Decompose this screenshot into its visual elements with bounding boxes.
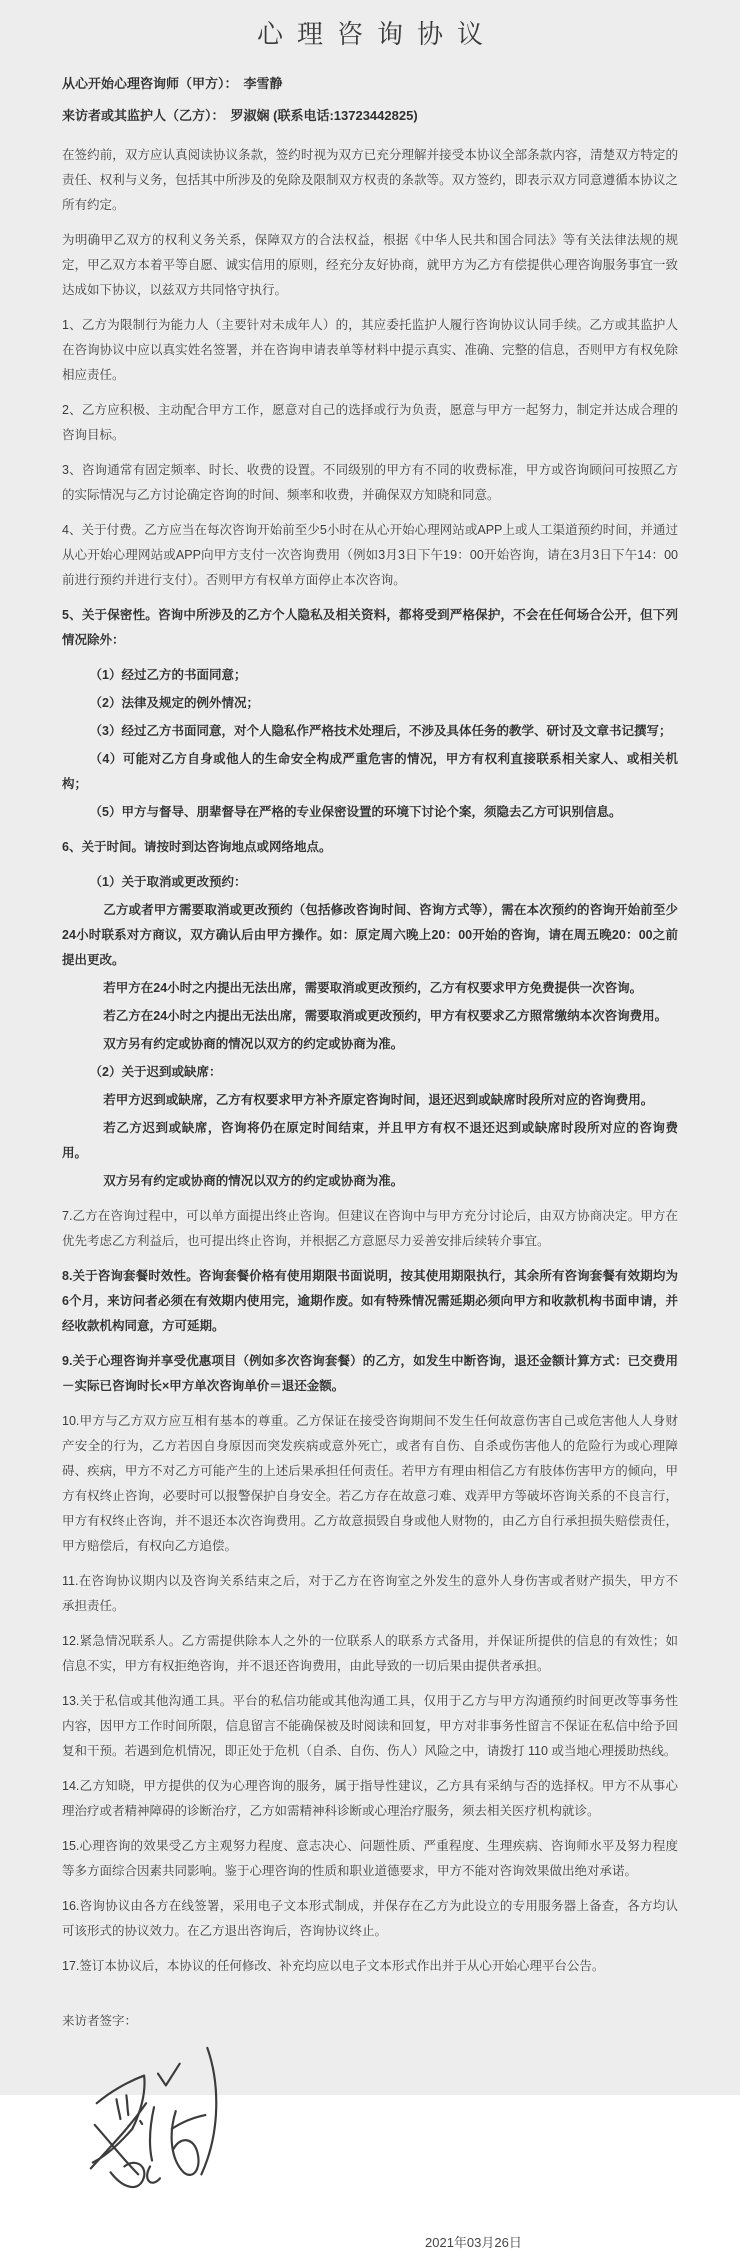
clause-paragraph: 7.乙方在咨询过程中，可以单方面提出终止咨询。但建议在咨询中与甲方充分讨论后，由双方协商决定。甲方在优先考虑乙方利益后，也可提出终止咨询，并根据乙方意愿尽力妥善安排后续转介事宜。 bbox=[62, 1209, 678, 1248]
party-label: 来访者或其监护人（乙方）： bbox=[62, 108, 225, 123]
clause-paragraph: （2）法律及规定的例外情况； bbox=[89, 696, 259, 710]
clause-paragraph: 双方另有约定或协商的情况以双方的约定或协商为准。 bbox=[103, 1037, 404, 1051]
party-line-visitor bbox=[62, 103, 678, 129]
clause-paragraph: 17.签订本协议后，本协议的任何修改、补充均应以电子文本形式作出并于从心开始心理平台公告。 bbox=[62, 1959, 605, 1973]
signing-date: 2021年03月26日 bbox=[425, 2235, 522, 2250]
clause-paragraph: （1）关于取消或更改预约： bbox=[89, 875, 247, 889]
party-value: 李雪静 bbox=[243, 76, 283, 91]
visitor-handwritten-signature bbox=[80, 2042, 230, 2200]
clause-paragraph: 乙方或者甲方需要取消或更改预约（包括修改咨询时间、咨询方式等），需在本次预约的咨询开始前至少24小时联系对方商议，双方确认后由甲方操作。如：原定周六晚上20：00开始的咨询，请在周五晚20：00之前提出更改。 bbox=[62, 903, 678, 967]
clause-paragraph: 若甲方迟到或缺席，乙方有权要求甲方补齐原定咨询时间，退还迟到或缺席时段所对应的咨询费用。 bbox=[103, 1093, 654, 1107]
clause-paragraph: 6、关于时间。请按时到达咨询地点或网络地点。 bbox=[62, 840, 332, 854]
clause-paragraph: 13.关于私信或其他沟通工具。平台的私信功能或其他沟通工具，仅用于乙方与甲方沟通预约时间更改等事务性内容，因甲方工作时间所限，信息留言不能确保被及时阅读和回复，甲方对非事务性留言不保证在私信中给予回复和干预。若遇到危机情况，即正处于危机（自杀、自伤、伤人）风险之中，请拨打 110 或当地心理援助热线。 bbox=[62, 1694, 678, 1758]
clause-paragraph: 2、乙方应积极、主动配合甲方工作，愿意对自己的选择或行为负责，愿意与甲方一起努力，制定并达成合理的咨询目标。 bbox=[62, 403, 678, 442]
party-line-counselor bbox=[62, 71, 678, 97]
clause-paragraph: （4）可能对乙方自身或他人的生命安全构成严重危害的情况，甲方有权利直接联系相关家人、或相关机构； bbox=[62, 752, 678, 791]
clause-paragraph: 12.紧急情况联系人。乙方需提供除本人之外的一位联系人的联系方式备用，并保证所提供的信息的有效性；如信息不实，甲方有权拒绝咨询，并不退还咨询费用，由此导致的一切后果由提供者承担。 bbox=[62, 1634, 678, 1673]
party-value: 罗淑娴 (联系电话:13723442825) bbox=[230, 108, 418, 123]
clause-paragraph: 14.乙方知晓，甲方提供的仅为心理咨询的服务，属于指导性建议，乙方具有采纳与否的选择权。甲方不从事心理治疗或者精神障碍的诊断治疗，乙方如需精神科诊断或心理治疗服务，须去相关医疗机构就诊。 bbox=[62, 1779, 678, 1818]
visitor-signature-label: 来访者签字： bbox=[62, 2014, 138, 2028]
party-label: 从心开始心理咨询师（甲方）： bbox=[62, 76, 238, 91]
clause-paragraph: 16.咨询协议由各方在线签署，采用电子文本形式制成，并保存在乙方为此设立的专用服务器上备查，各方均认可该形式的协议效力。在乙方退出咨询后，咨询协议终止。 bbox=[62, 1899, 678, 1938]
clause-paragraph: 5、关于保密性。咨询中所涉及的乙方个人隐私及相关资料，都将受到严格保护，不会在任何场合公开，但下列情况除外： bbox=[62, 608, 678, 647]
clause-paragraph: 双方另有约定或协商的情况以双方的约定或协商为准。 bbox=[103, 1174, 404, 1188]
clause-paragraph: （3）经过乙方书面同意，对个人隐私作严格技术处理后，不涉及具体任务的教学、研讨及文章书记撰写； bbox=[89, 724, 672, 738]
page-title: 心理咨询协议 bbox=[256, 19, 497, 49]
agreement-body bbox=[62, 143, 678, 1979]
clause-paragraph: 在签约前，双方应认真阅读协议条款，签约时视为双方已充分理解并接受本协议全部条款内容，清楚双方特定的责任、权利与义务，包括其中所涉及的免除及限制双方权责的条款等。双方签约，即表示双方同意遵循本协议之所有约定。 bbox=[62, 148, 678, 212]
clause-paragraph: 8.关于咨询套餐时效性。咨询套餐价格有使用期限书面说明，按其使用期限执行，其余所有咨询套餐有效期均为6个月，来访问者必须在有效期内使用完，逾期作废。如有特殊情况需延期必须向甲方和收款机构书面申请，并经收款机构同意，方可延期。 bbox=[62, 1269, 678, 1333]
clause-paragraph: 11.在咨询协议期内以及咨询关系结束之后，对于乙方在咨询室之外发生的意外人身伤害或者财产损失，甲方不承担责任。 bbox=[62, 1574, 678, 1613]
clause-paragraph: 4、关于付费。乙方应当在每次咨询开始前至少5小时在从心开始心理网站或APP上或人工渠道预约时间，并通过从心开始心理网站或APP向甲方支付一次咨询费用（例如3月3日下午19：00开始咨询，请在3月3日下午14：00前进行预约并进行支付）。否则甲方有权单方面停止本次咨询。 bbox=[62, 523, 678, 587]
clause-paragraph: 1、乙方为限制行为能力人（主要针对未成年人）的，其应委托监护人履行咨询协议认同手续。乙方或其监护人在咨询协议中应以真实姓名签署，并在咨询申请表单等材料中提示真实、准确、完整的信息，否则甲方有权免除相应责任。 bbox=[62, 318, 678, 382]
clause-paragraph: 若乙方迟到或缺席，咨询将仍在原定时间结束，并且甲方有权不退还迟到或缺席时段所对应的咨询费用。 bbox=[62, 1121, 678, 1160]
clause-paragraph: 若甲方在24小时之内提出无法出席，需要取消或更改预约，乙方有权要求甲方免费提供一次咨询。 bbox=[103, 981, 643, 995]
clause-paragraph: 3、咨询通常有固定频率、时长、收费的设置。不同级别的甲方有不同的收费标准，甲方或咨询顾问可按照乙方的实际情况与乙方讨论确定咨询的时间、频率和收费，并确保双方知晓和同意。 bbox=[62, 463, 678, 502]
clause-paragraph: （2）关于迟到或缺席： bbox=[89, 1065, 222, 1079]
clause-paragraph: 10.甲方与乙方双方应互相有基本的尊重。乙方保证在接受咨询期间不发生任何故意伤害自己或危害他人人身财产安全的行为，乙方若因自身原因而突发疾病或意外死亡，或者有自伤、自杀或伤害他人的危险行为或心理障碍、疾病，甲方不对乙方可能产生的上述后果承担任何责任。若甲方有理由相信乙方有肢体伤害甲方的倾向，甲方有权终止咨询，必要时可以报警保护自身安全。若乙方存在故意刁难、戏弄甲方等破坏咨询关系的不良言行，甲方有权终止咨询，并不退还本次咨询费用。乙方故意损毁自身或他人财物的，由乙方自行承担损失赔偿责任，甲方赔偿后，有权向乙方追偿。 bbox=[62, 1414, 678, 1553]
clause-paragraph: （5）甲方与督导、朋辈督导在严格的专业保密设置的环境下讨论个案，须隐去乙方可识别信息。 bbox=[89, 805, 622, 819]
clause-paragraph: 15.心理咨询的效果受乙方主观努力程度、意志决心、问题性质、严重程度、生理疾病、咨询师水平及努力程度等多方面综合因素共同影响。鉴于心理咨询的性质和职业道德要求，甲方不能对咨询效果做出绝对承诺。 bbox=[62, 1839, 678, 1878]
clause-paragraph: 若乙方在24小时之内提出无法出席，需要取消或更改预约，甲方有权要求乙方照常缴纳本次咨询费用。 bbox=[103, 1009, 668, 1023]
clause-paragraph: 为明确甲乙双方的权利义务关系，保障双方的合法权益，根据《中华人民共和国合同法》等有关法律法规的规定，甲乙双方本着平等自愿、诚实信用的原则，经充分友好协商，就甲方为乙方有偿提供心理咨询服务事宜一致达成如下协议，以兹双方共同恪守执行。 bbox=[62, 233, 678, 297]
clause-paragraph: 9.关于心理咨询并享受优惠项目（例如多次咨询套餐）的乙方，如发生中断咨询，退还金额计算方式：已交费用－实际已咨询时长×甲方单次咨询单价＝退还金额。 bbox=[62, 1354, 678, 1393]
clause-paragraph: （1）经过乙方的书面同意； bbox=[89, 668, 247, 682]
signature-scribble-icon bbox=[80, 2042, 230, 2200]
